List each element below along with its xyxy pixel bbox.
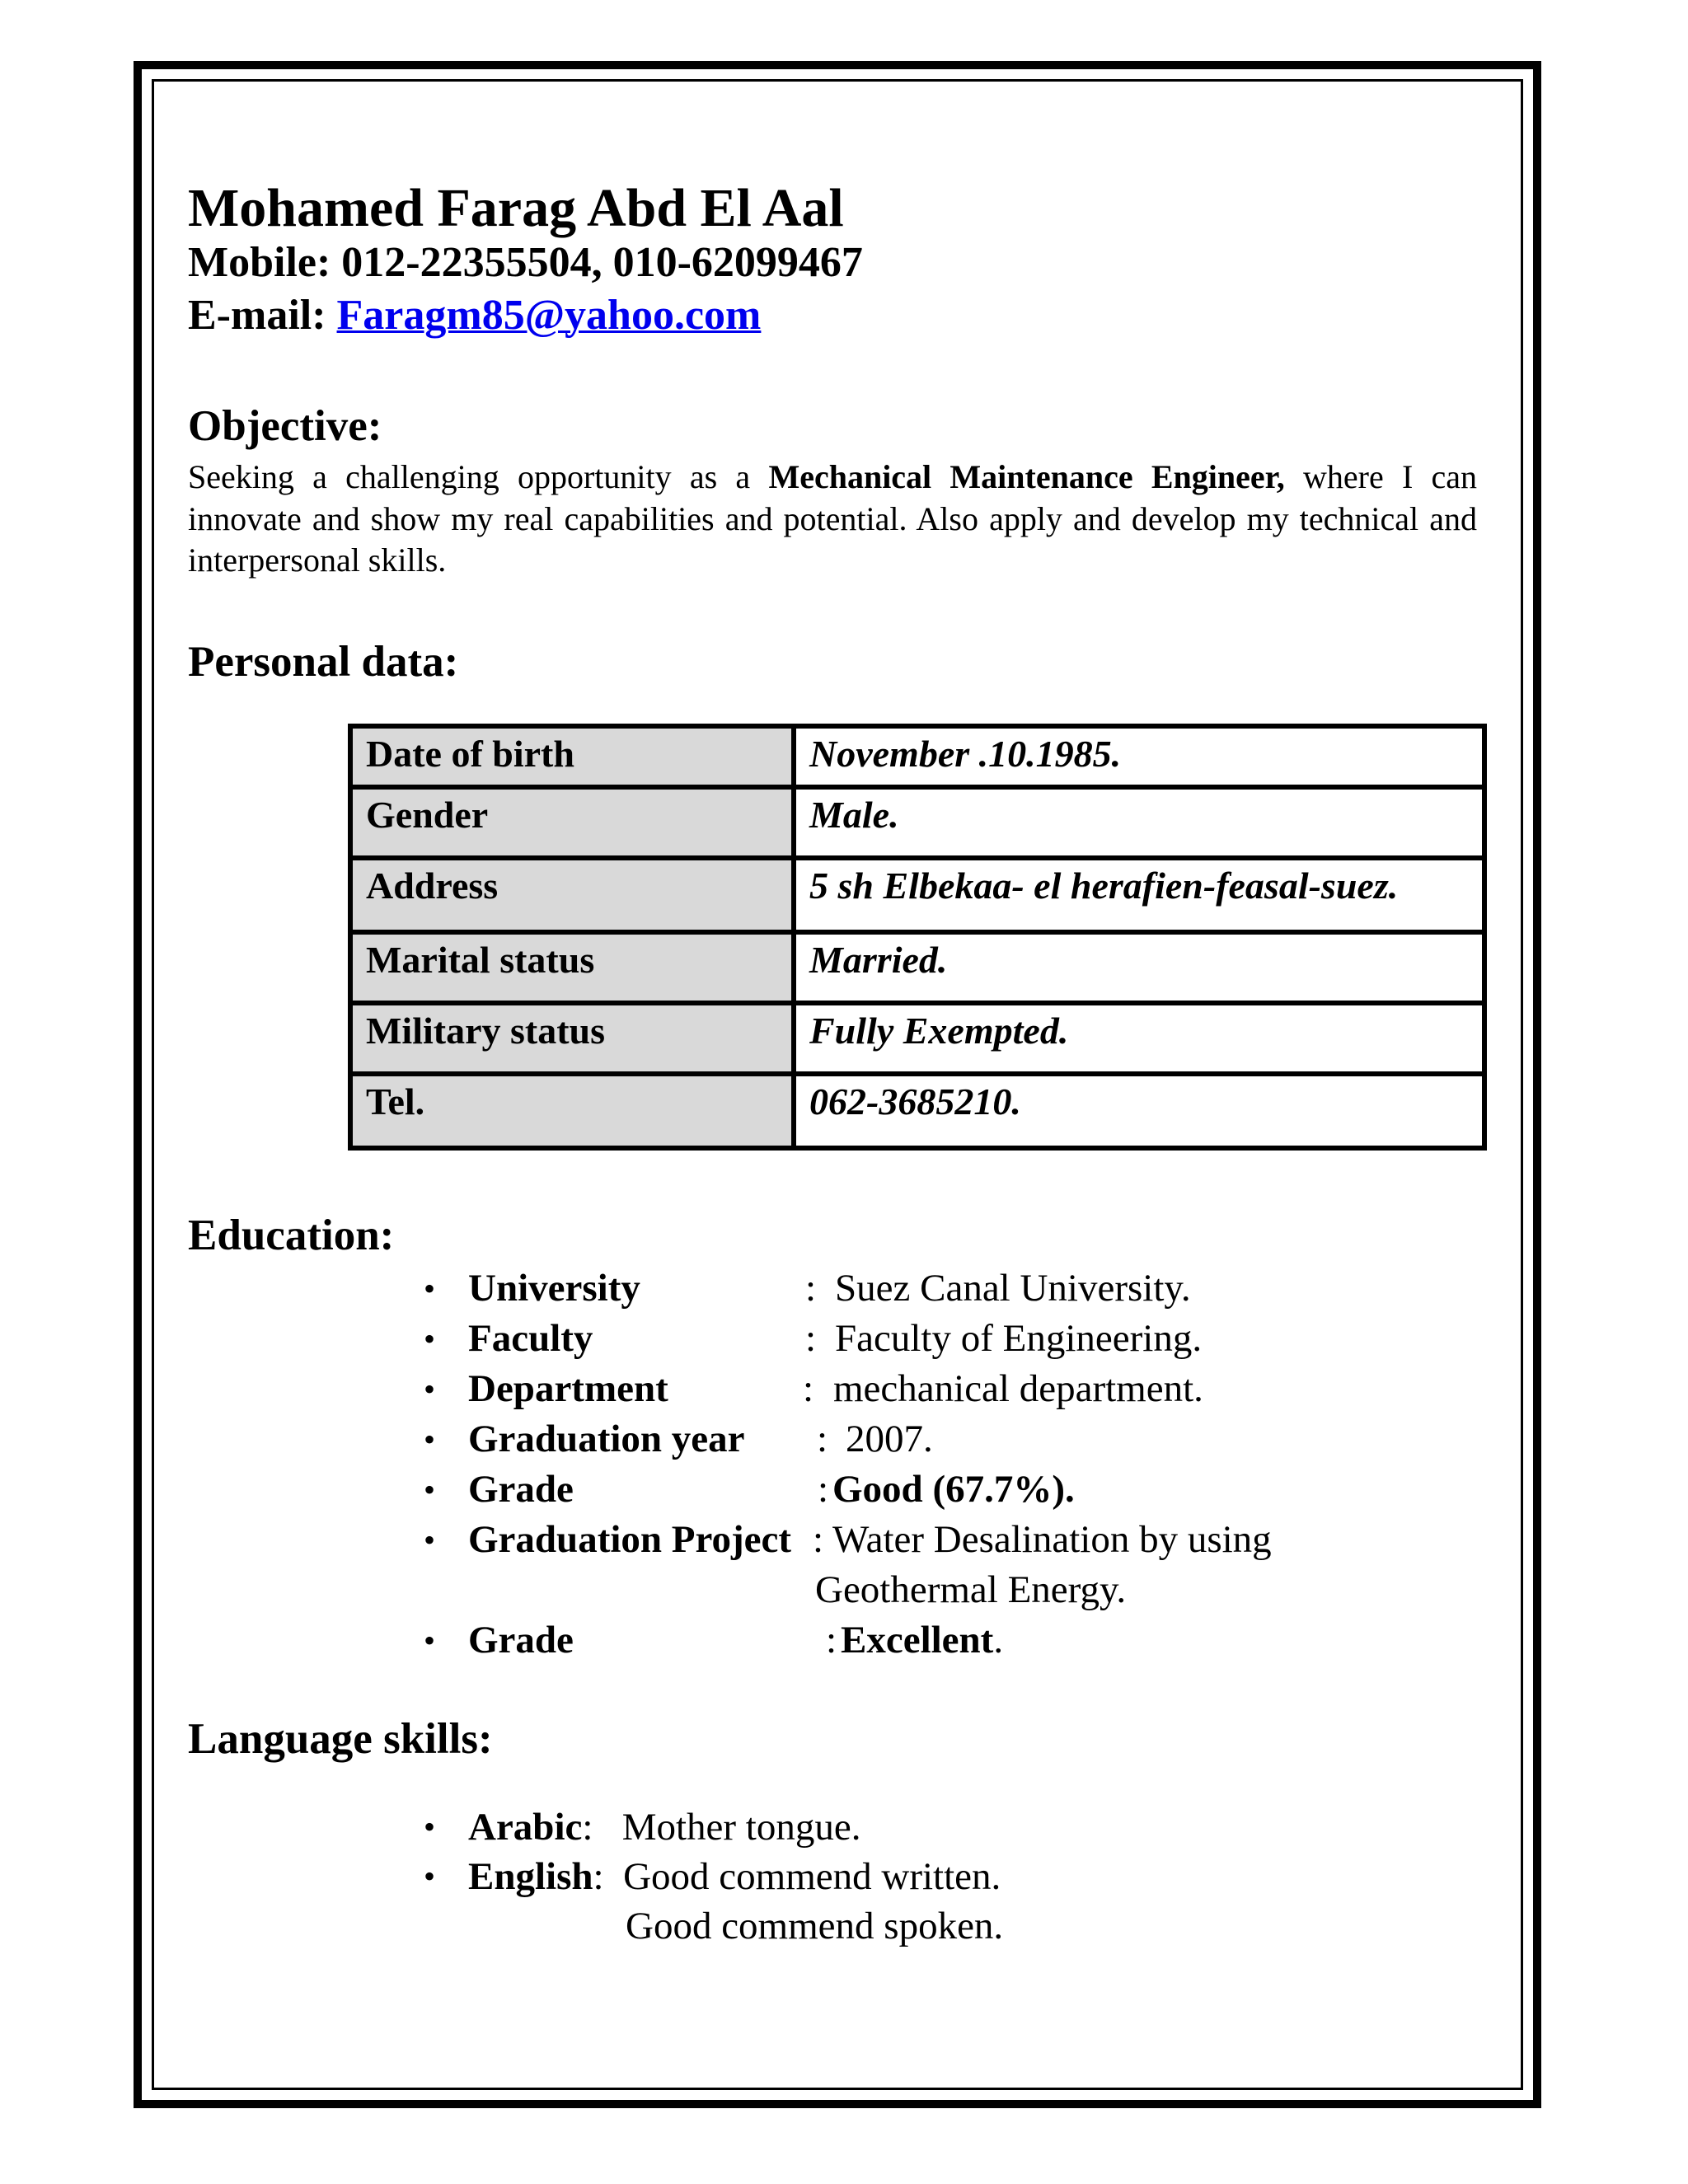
list-item: [424, 1314, 1477, 1364]
education-label: Faculty: [468, 1317, 593, 1361]
education-label: Grade: [468, 1468, 574, 1511]
table-label-cell: Marital status: [350, 932, 794, 1003]
table-value-cell: Male.: [794, 787, 1484, 858]
table-value-cell: 5 sh Elbekaa- el herafien-feasal-suez.: [794, 858, 1484, 932]
personal-data-heading: Personal data:: [188, 638, 459, 687]
mobile-value: 012-22355504, 010-62099467: [341, 239, 863, 287]
education-separator: :: [817, 1418, 828, 1461]
email-line: [188, 289, 1477, 341]
education-value: Good (67.7%).: [832, 1468, 1075, 1511]
objective-job-title: Mechanical Maintenance Engineer,: [768, 457, 1285, 495]
education-label: Department: [468, 1367, 668, 1411]
education-label: Graduation year: [468, 1418, 745, 1461]
email-label: E-mail:: [188, 291, 326, 339]
bullet-icon: •: [424, 1421, 436, 1459]
education-value: 2007.: [846, 1418, 933, 1461]
education-value: Faculty of Engineering.: [835, 1317, 1203, 1361]
objective-heading: Objective:: [188, 402, 382, 451]
objective-text-before: Seeking a challenging opportunity as a: [188, 457, 769, 495]
bullet-icon: •: [424, 1857, 436, 1895]
list-item: [424, 1414, 1477, 1465]
table-value-cell: 062-3685210.: [794, 1074, 1484, 1148]
candidate-name: Mohamed Farag Abd El Aal: [188, 178, 844, 238]
education-label: Grade: [468, 1619, 574, 1662]
language-value-continued: Good commend spoken.: [626, 1904, 1004, 1947]
education-value-continued: Geothermal Energy.: [815, 1568, 1127, 1612]
table-row: [350, 1074, 1484, 1148]
education-separator: :: [805, 1267, 817, 1310]
table-label-cell: Military status: [350, 1003, 794, 1074]
education-separator: :: [818, 1468, 829, 1511]
list-item: [424, 1615, 1477, 1666]
table-label-cell: Address: [350, 858, 794, 932]
table-row: [350, 787, 1484, 858]
mobile-label: Mobile:: [188, 239, 331, 287]
bullet-icon: •: [424, 1807, 436, 1845]
resume-content: [188, 180, 1477, 1951]
list-item: [424, 1802, 1477, 1852]
education-value: Suez Canal University.: [835, 1267, 1191, 1310]
table-value-cell: November .10.1985.: [794, 726, 1484, 787]
bullet-icon: •: [424, 1270, 436, 1308]
education-list: [424, 1263, 1477, 1666]
list-item: [424, 1852, 1477, 1951]
language-list: [424, 1802, 1477, 1951]
objective-text-after: where I can innovate and show my real capabilities and potential. Also apply and develop my technical and interpersonal skills.: [188, 457, 1478, 579]
education-separator: :: [813, 1518, 824, 1562]
language-separator: :: [593, 1854, 604, 1898]
list-item: [424, 1465, 1477, 1515]
education-value: mechanical department.: [833, 1367, 1203, 1411]
language-value: Good commend written.: [623, 1854, 1001, 1898]
education-heading: Education:: [188, 1211, 395, 1259]
bullet-icon: •: [424, 1521, 436, 1559]
email-link[interactable]: Faragm85@yahoo.com: [336, 291, 762, 339]
table-label-cell: Tel.: [350, 1074, 794, 1148]
list-item: [424, 1515, 1477, 1615]
table-label-cell: Gender: [350, 787, 794, 858]
education-separator: :: [826, 1619, 837, 1662]
education-value: Water Desalination by using: [832, 1518, 1272, 1562]
education-value: Excellent: [841, 1619, 994, 1662]
language-label: English: [468, 1854, 593, 1898]
education-value-suffix: .: [993, 1619, 1004, 1662]
education-separator: :: [803, 1367, 814, 1411]
table-label-cell: Date of birth: [350, 726, 794, 787]
education-label: Graduation Project: [468, 1518, 792, 1562]
bullet-icon: •: [424, 1320, 436, 1358]
mobile-line: [188, 237, 1477, 288]
list-item: [424, 1263, 1477, 1314]
bullet-icon: •: [424, 1371, 436, 1408]
education-label: University: [468, 1267, 640, 1310]
objective-text: [188, 457, 1477, 582]
table-row: [350, 858, 1484, 932]
table-row: [350, 932, 1484, 1003]
table-row: [350, 726, 1484, 787]
education-separator: :: [805, 1317, 817, 1361]
table-value-cell: Married.: [794, 932, 1484, 1003]
personal-data-table: [348, 724, 1487, 1151]
bullet-icon: •: [424, 1471, 436, 1509]
table-row: [350, 1003, 1484, 1074]
list-item: [424, 1364, 1477, 1414]
language-separator: :: [582, 1805, 593, 1849]
language-label: Arabic: [468, 1805, 583, 1849]
bullet-icon: •: [424, 1622, 436, 1660]
language-value: Mother tongue.: [621, 1805, 861, 1849]
table-value-cell: Fully Exempted.: [794, 1003, 1484, 1074]
language-skills-heading: Language skills:: [188, 1715, 493, 1764]
